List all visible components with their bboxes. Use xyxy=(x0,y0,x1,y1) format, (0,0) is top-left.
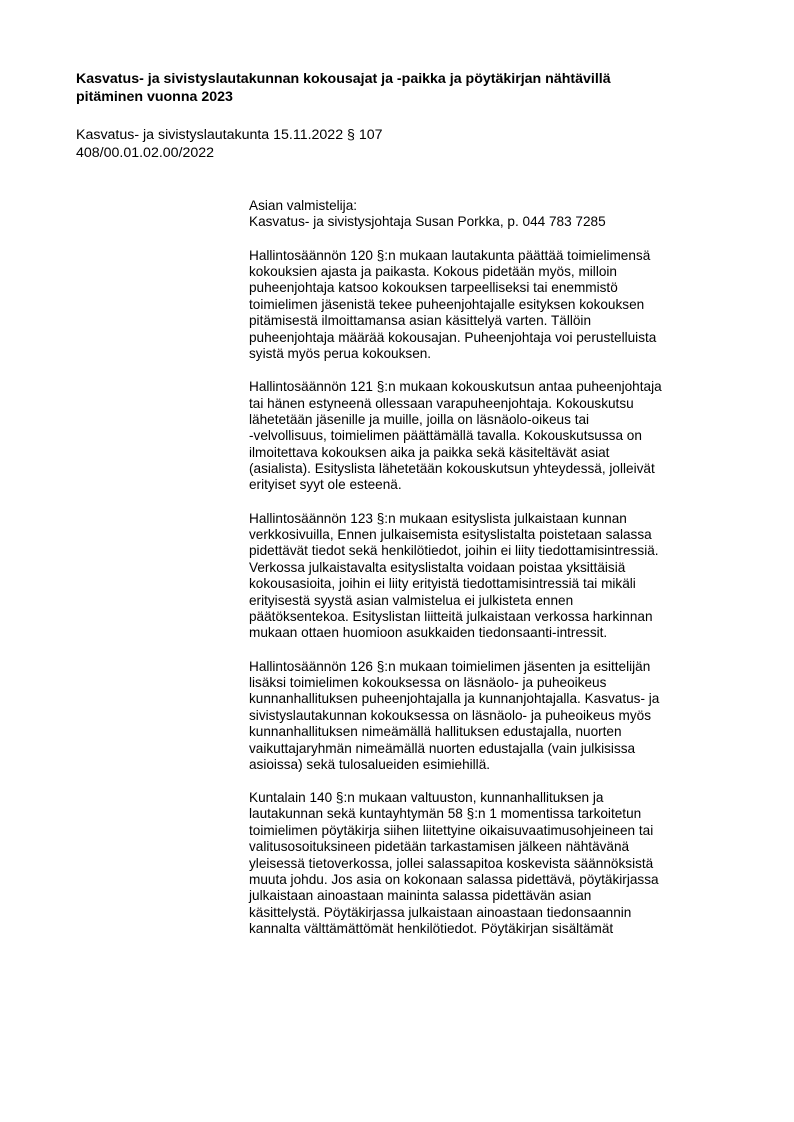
title-line: pitäminen vuonna 2023 xyxy=(76,89,233,105)
paragraph-line: julkaistaan ainoastaan maininta salassa pidettävän asian xyxy=(249,888,592,904)
body-paragraph xyxy=(249,248,749,363)
paragraph-line: toimielimen pöytäkirja siihen liitettyine oikaisuvaatimusohjeineen tai xyxy=(249,822,654,838)
paragraph-line: mukaan ottaen huomioon asukkaiden tiedonsaanti-intressit. xyxy=(249,625,608,641)
paragraph-line: erityiset syyt ole esteenä. xyxy=(249,477,402,493)
paragraph-line: käsittelystä. Pöytäkirjassa julkaistaan ainoastaan tiedonsaannin xyxy=(249,904,632,920)
paragraph-line: yleisessä tietoverkossa, jollei salassapitoa koskevista säännöksistä xyxy=(249,855,654,871)
preparer-info xyxy=(249,198,749,231)
paragraph-line: verkkosivuilla, Ennen julkaisemista esityslistalta poistetaan salassa xyxy=(249,527,652,543)
paragraph-line: Hallintosäännön 121 §:n mukaan kokouskutsun antaa puheenjohtaja xyxy=(249,379,662,395)
document-title xyxy=(76,70,736,106)
body-paragraph xyxy=(249,790,749,938)
paragraph-line: lähetetään jäsenille ja muille, joilla on läsnäolo-oikeus tai xyxy=(249,411,590,427)
paragraph-line: lautakunnan sekä kuntayhtymän 58 §:n 1 momentissa tarkoitetun xyxy=(249,806,642,822)
record-number: 408/00.01.02.00/2022 xyxy=(76,145,215,161)
meeting-reference: Kasvatus- ja sivistyslautakunta 15.11.2022 § 107 xyxy=(76,127,383,143)
paragraph-line: ilmoitettava kokouksen aika ja paikka sekä käsiteltävät asiat xyxy=(249,444,610,460)
paragraph-line: erityisestä syystä asian valmistelua ei julkisteta ennen xyxy=(249,592,574,608)
title-line: Kasvatus- ja sivistyslautakunnan kokousajat ja -paikka ja pöytäkirjan nähtävillä xyxy=(76,71,611,87)
paragraph-line: Hallintosäännön 123 §:n mukaan esityslista julkaistaan kunnan xyxy=(249,510,627,526)
paragraph-line: vaikuttajaryhmän nimeämällä nuorten edustajalla (vain julkisissa xyxy=(249,740,636,756)
paragraph-line: syistä myös perua kokouksen. xyxy=(249,345,432,361)
paragraph-line: Verkossa julkaistavalta esityslistalta voidaan poistaa yksittäisiä xyxy=(249,559,626,575)
paragraph-line: kokouksien ajasta ja paikasta. Kokous pidetään myös, milloin xyxy=(249,263,617,279)
paragraph-line: (asialista). Esityslista lähetetään kokouskutsun yhteydessä, jolleivät xyxy=(249,461,655,477)
paragraph-line: puheenjohtaja katsoo kokouksen tarpeelliseksi tai enemmistö xyxy=(249,280,618,296)
paragraph-line: valitusosoituksineen pidetään tarkastamisen jälkeen nähtävänä xyxy=(249,839,630,855)
paragraph-line: toimielimen jäsenistä tekee puheenjohtajalle esityksen kokouksen xyxy=(249,296,645,312)
paragraph-line: -velvollisuus, toimielimen päättämällä tavalla. Kokouskutsussa on xyxy=(249,428,642,444)
document-body xyxy=(249,198,749,954)
body-paragraph xyxy=(249,511,749,642)
paragraph-line: Hallintosäännön 120 §:n mukaan lautakunta päättää toimielimensä xyxy=(249,247,651,263)
paragraph-line: sivistyslautakunnan kokouksessa on läsnäolo- ja puheoikeus myös xyxy=(249,707,651,723)
paragraph-line: Hallintosäännön 126 §:n mukaan toimielimen jäsenten ja esittelijän xyxy=(249,658,651,674)
paragraph-line: päätöksentekoa. Esityslistan liitteitä julkaistaan verkossa harkinnan xyxy=(249,608,653,624)
paragraph-line: kunnanhallituksen nimeämällä hallituksen edustajalla, nuorten xyxy=(249,724,622,740)
paragraph-line: kokousasioita, joihin ei liity erityistä tiedottamisintressiä tai mikäli xyxy=(249,576,636,592)
body-paragraph xyxy=(249,379,749,494)
paragraph-line: kunnanhallituksen puheenjohtajalla ja kunnanjohtajalla. Kasvatus- ja xyxy=(249,691,660,707)
paragraph-line: Kasvatus- ja sivistysjohtaja Susan Porkka, p. 044 783 7285 xyxy=(249,214,606,230)
paragraph-line: asioissa) sekä tulosalueiden esimiehillä. xyxy=(249,756,491,772)
body-paragraph xyxy=(249,659,749,774)
paragraph-line: tai hänen estyneenä ollessaan varapuheenjohtaja. Kokouskutsu xyxy=(249,395,634,411)
paragraph-line: pitämisestä ilmoittamansa asian käsittelyä varten. Tällöin xyxy=(249,313,592,329)
paragraph-line: pidettävät tiedot sekä henkilötiedot, joihin ei liity tiedottamisintressiä. xyxy=(249,543,659,559)
paragraph-line: lisäksi toimielimen kokouksessa on läsnäolo- ja puheoikeus xyxy=(249,674,607,690)
paragraph-line: Asian valmistelija: xyxy=(249,198,358,213)
document-meta xyxy=(76,126,383,162)
paragraph-line: puheenjohtaja määrää kokousajan. Puheenjohtaja voi perustelluista xyxy=(249,329,657,345)
paragraph-line: Kuntalain 140 §:n mukaan valtuuston, kunnanhallituksen ja xyxy=(249,790,604,806)
paragraph-line: muuta johdu. Jos asia on kokonaan salassa pidettävä, pöytäkirjassa xyxy=(249,872,659,888)
paragraph-line: kannalta välttämättömät henkilötiedot. Pöytäkirjan sisältämät xyxy=(249,921,614,937)
